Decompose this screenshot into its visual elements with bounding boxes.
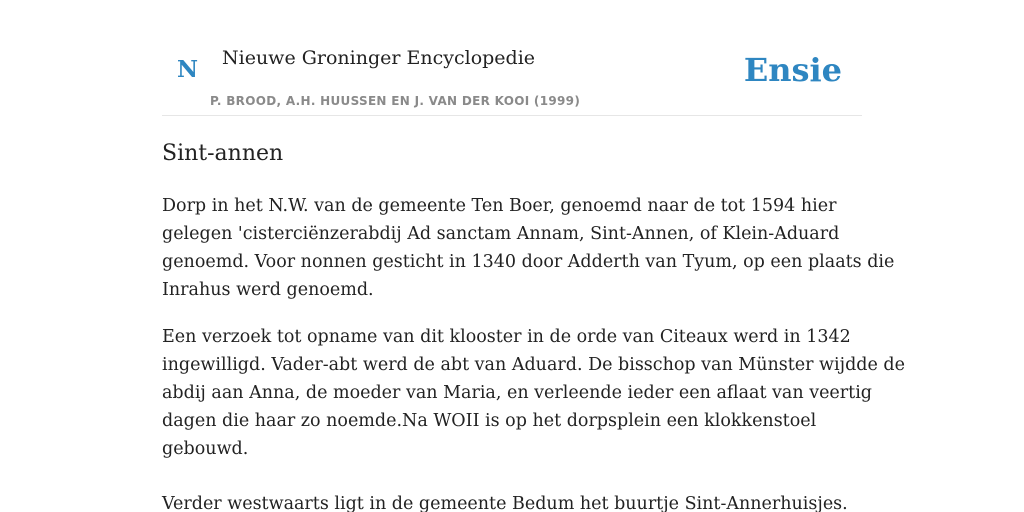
paragraph-line: abdij aan Anna, de moeder van Maria, en verleende ieder een aflaat van veertig — [162, 383, 872, 403]
book-initial-icon[interactable]: N — [177, 56, 199, 83]
paragraph-line: genoemd. Voor nonnen gesticht in 1340 door Adderth van Tyum, op een plaats die — [162, 252, 895, 272]
book-header — [162, 0, 862, 116]
ensie-logo-link[interactable]: Ensie — [743, 51, 842, 89]
paragraph-line: Dorp in het N.W. van de gemeente Ten Boer, genoemd naar de tot 1594 hier — [162, 196, 837, 216]
entry-paragraph — [162, 323, 905, 463]
paragraph-line: Een verzoek tot opname van dit klooster in de orde van Citeaux werd in 1342 — [162, 327, 851, 347]
paragraph-line: gelegen 'cisterciënzerabdij Ad sanctam Annam, Sint-Annen, of Klein-Aduard — [162, 224, 840, 244]
entry-body — [162, 192, 905, 512]
paragraph-line: dagen die haar zo noemde.Na WOII is op het dorpsplein een klokkenstoel — [162, 411, 817, 431]
paragraph-line: Verder westwaarts ligt in de gemeente Bedum het buurtje Sint-Annerhuisjes. — [162, 494, 848, 512]
paragraph-line: ingewilligd. Vader-abt werd de abt van Aduard. De bisschop van Münster wijdde de — [162, 355, 905, 375]
paragraph-line: gebouwd. — [162, 439, 249, 459]
book-authors: P. BROOD, A.H. HUUSSEN EN J. VAN DER KOOI (1999) — [210, 94, 581, 108]
paragraph-line: Inrahus werd genoemd. — [162, 280, 374, 300]
book-title-link[interactable]: Nieuwe Groninger Encyclopedie — [222, 47, 536, 69]
entry-paragraph — [162, 192, 895, 304]
entry-title: Sint-annen — [162, 141, 284, 166]
entry-paragraph — [162, 490, 862, 512]
